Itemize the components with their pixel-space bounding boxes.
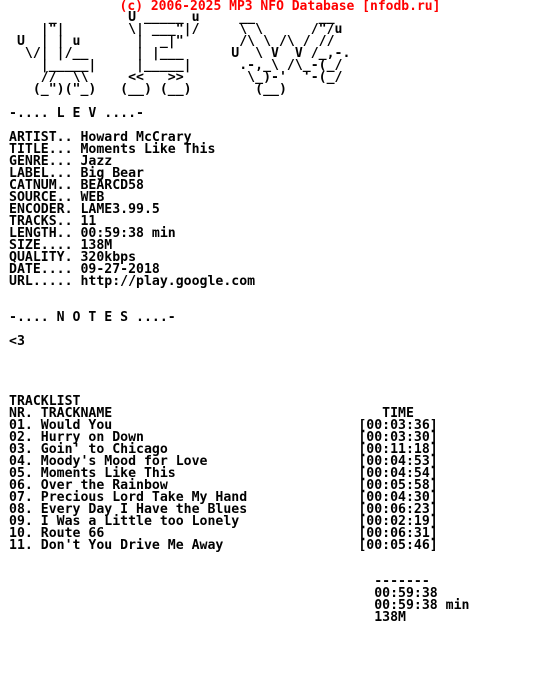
info-size: SIZE.... 138M bbox=[9, 238, 113, 253]
info-label: LABEL... Big Bear bbox=[9, 166, 144, 181]
tracklist-header: NR. TRACKNAME TIME bbox=[9, 406, 414, 421]
total-time: 00:59:38 bbox=[9, 586, 438, 601]
info-tracks: TRACKS.. 11 bbox=[9, 214, 97, 229]
track-row: 07. Precious Lord Take My Hand [00:04:30] bbox=[9, 490, 438, 505]
logo-line: _ U _____ u __ __ bbox=[9, 10, 335, 25]
track-row: 08. Every Day I Have the Blues [00:06:23] bbox=[9, 502, 438, 517]
info-length: LENGTH.. 00:59:38 min bbox=[9, 226, 176, 241]
track-row: 05. Moments Like This [00:04:54] bbox=[9, 466, 438, 481]
info-artist: ARTIST.. Howard McCrary bbox=[9, 130, 192, 145]
info-encoder: ENCODER. LAME3.99.5 bbox=[9, 202, 160, 217]
info-genre: GENRE... Jazz bbox=[9, 154, 113, 169]
logo-line: (_")("_) (__) (__) (__) bbox=[9, 82, 287, 97]
total-size: 138M bbox=[9, 610, 406, 625]
logo-line: |"| \| ___"|/ \ \ /"/u bbox=[9, 22, 343, 37]
track-row: 06. Over the Rainbow [00:05:58] bbox=[9, 478, 438, 493]
track-row: 09. I Was a Little too Lonely [00:02:19] bbox=[9, 514, 438, 529]
tracklist-title: TRACKLIST bbox=[9, 394, 81, 409]
logo-line: // \\ << >> \_)-' '-(_/ bbox=[9, 70, 343, 85]
info-url: URL..... http://play.google.com bbox=[9, 274, 256, 289]
track-row: 11. Don't You Drive Me Away [00:05:46] bbox=[9, 538, 438, 553]
track-row: 03. Goin' to Chicago [00:11:18] bbox=[9, 442, 438, 457]
total-length: 00:59:38 min bbox=[9, 598, 470, 613]
track-row: 04. Moody's Mood for Love [00:04:53] bbox=[9, 454, 438, 469]
totals-divider: ------- bbox=[9, 574, 430, 589]
logo-line: U | | u | _|" /\ \ /\ / // bbox=[9, 34, 335, 49]
info-date: DATE.... 09-27-2018 bbox=[9, 262, 160, 277]
logo-line: \/| |/__ | |___ U \ V V /_,-. bbox=[9, 46, 351, 61]
totals bbox=[9, 576, 470, 624]
notes-section-title: -.... N O T E S ....- bbox=[9, 310, 176, 325]
release-section-title: -.... L E V ....- bbox=[9, 106, 144, 121]
notes-text: <3 bbox=[9, 334, 25, 349]
info-source: SOURCE.. WEB bbox=[9, 190, 105, 205]
nfo-text bbox=[9, 12, 470, 624]
ascii-logo bbox=[9, 12, 470, 96]
tracklist bbox=[9, 420, 470, 552]
logo-line: |_____| |_____| .-,_\ /\_-(_/ bbox=[9, 58, 343, 73]
track-row: 10. Route 66 [00:06:31] bbox=[9, 526, 438, 541]
release-info bbox=[9, 132, 470, 288]
info-catnum: CATNUM.. BEARCD58 bbox=[9, 178, 144, 193]
info-title: TITLE... Moments Like This bbox=[9, 142, 216, 157]
nfo-database-header: (c) 2006-2025 MP3 NFO Database [nfodb.ru] bbox=[119, 0, 441, 14]
track-row: 01. Would You [00:03:36] bbox=[9, 418, 438, 433]
info-quality: QUALITY. 320kbps bbox=[9, 250, 137, 265]
track-row: 02. Hurry on Down [00:03:30] bbox=[9, 430, 438, 445]
